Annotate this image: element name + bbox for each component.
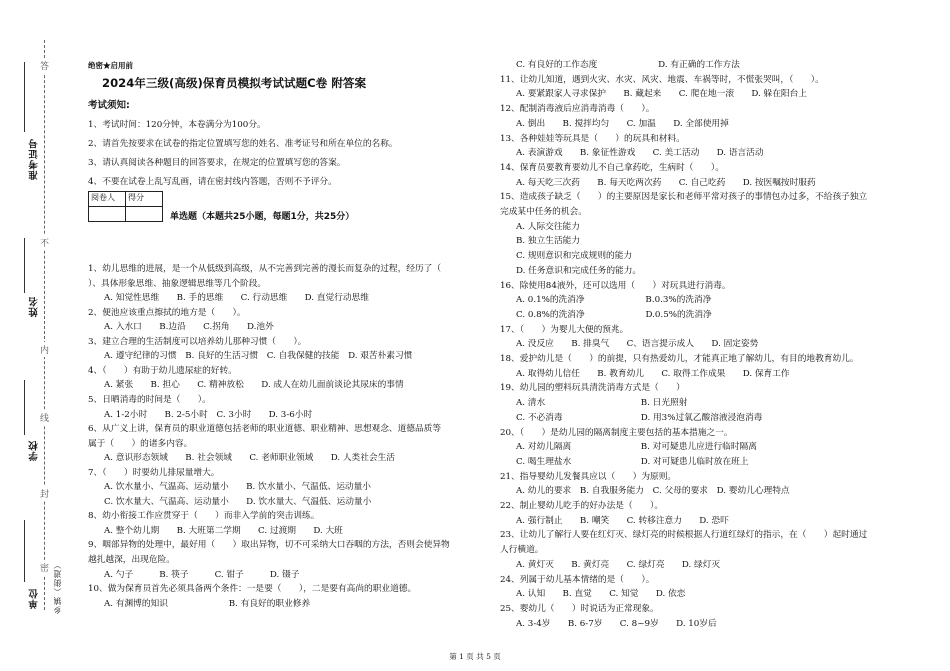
notice-item: 1、考试时间：120分钟，本卷满分为100分。 <box>88 120 266 130</box>
question-line: 9、咽部异物的处理中，最好用（ ）取出异物，切不可采纳大口吞咽的方法，否则会使异物 <box>88 540 450 551</box>
notice-item: 2、请首先按要求在试卷的指定位置填写您的姓名、准考证号和所在单位的名称。 <box>88 139 398 149</box>
township-label: 乡镇（街道） <box>53 560 62 614</box>
binding-margin <box>0 0 70 671</box>
secret-mark: 绝密★启用前 <box>88 61 133 70</box>
question-line: 20、（ ）是幼儿园的隔离制度主要包括的基本措施之一。 <box>500 427 733 438</box>
answer-option: A. 对幼儿隔离 B. 对可疑患儿应进行临时隔离 <box>516 442 757 453</box>
answer-option: A. 知觉性思维 B. 手的思维 C. 行动思维 D. 直觉行动思维 <box>104 293 369 304</box>
grader-label: 阅卷人 <box>89 192 126 207</box>
notice-item: 4、不要在试卷上乱写乱画，请在密封线内答题，否则不予评分。 <box>88 177 337 187</box>
question-line: 19、幼儿园的塑料玩具清洗消毒方式是（ ） <box>500 383 685 394</box>
name-label: 姓名 <box>29 296 40 317</box>
answer-option: A. 整个幼儿期 B. 大班第二学期 C. 过渡期 D. 大班 <box>104 525 343 536</box>
answer-option: A. 3-4岁 B. 6-7岁 C. 8~9岁 D. 10岁后 <box>516 618 717 629</box>
answer-option: A. 1-2小时 B. 2-5小时 C. 3小时 D. 3-6小时 <box>104 409 313 420</box>
question-line: 10、做为保育员首先必须具备两个条件：一是要（ ），二是要有高尚的职业道德。 <box>88 584 417 595</box>
answer-option: B. 独立生活能力 <box>516 236 581 247</box>
answer-option: A. 入水口 B.边沿 C.拐角 D.池外 <box>104 322 274 333</box>
question-line: 8、幼小衔接工作应贯穿于（ ）而非入学前的突击训练。 <box>88 511 320 522</box>
question-line: 18、爱护幼儿是（ ）的前提，只有热爱幼儿，才能真正地了解幼儿，有目的地教育幼儿。 <box>500 354 859 364</box>
answer-option: A. 意识形态领域 B. 社会领域 C. 老师职业领域 D. 人类社会生活 <box>104 453 395 464</box>
answer-option: A. 有渊博的知识 B. 有良好的职业修养 <box>104 598 311 609</box>
question-line: ）、具体形象思维、抽象逻辑思维等几个阶段。 <box>88 278 267 289</box>
question-line: 23、让幼儿了解行人要在红灯灭、绿灯亮的时候根据人行道红绿灯的指示，在（ ）起时通过 <box>500 530 868 541</box>
answer-option: A. 表演游戏 B. 象征性游戏 C. 美工活动 D. 语言活动 <box>516 148 764 159</box>
seal-char: 线 <box>40 410 49 425</box>
answer-option: A. 人际交往能力 <box>516 221 580 232</box>
section-title: 单选题（本题共25小题，每题1分，共25分） <box>170 212 355 222</box>
answer-option: C. 饮水量大、气温高、运动量小 D. 饮水量大、气温低、运动量小 <box>104 496 372 507</box>
seal-dashed-line <box>44 40 45 610</box>
answer-option: A. 0.1%的洗消净 B.0.3%的洗消净 <box>516 295 712 306</box>
question-line: 6、从广义上讲，保育员的职业道德包括老师的职业道德、职业精神、思想观念、道德品质等 <box>88 424 442 435</box>
seal-char: 密 <box>40 560 49 575</box>
exam-number-field[interactable] <box>24 62 25 132</box>
exam-number-label: 准考证号 <box>29 138 40 180</box>
answer-option: A. 没反应 B. 排臭气 C、语言提示成人 D. 固定姿势 <box>516 339 759 350</box>
answer-option: A. 饮水量小、气温高、运动量小 B. 饮水量小、气温低、运动量小 <box>104 482 371 493</box>
notice-item: 3、请认真阅读各种题目的回答要求，在规定的位置填写您的答案。 <box>88 158 346 168</box>
answer-option: A. 强行制止 B. 嘲笑 C. 转移注意力 D. 恐吓 <box>516 515 729 526</box>
answer-option: D. 任务意识和完成任务的能力。 <box>516 265 642 276</box>
question-line: 25、婴幼儿（ ）时说话为正常现象。 <box>500 603 659 614</box>
page-footer: 第 1 页 共 5 页 <box>449 652 501 661</box>
question-line: 17、（ ）为婴儿大便的预兆。 <box>500 324 629 335</box>
question-line: 越扎越深，出现危险。 <box>88 555 175 565</box>
answer-option: A. 取得幼儿信任 B. 教育幼儿 C. 取得工作成果 D. 保育工作 <box>516 368 790 379</box>
unit-label: 单位 <box>29 588 40 609</box>
seal-char: 内 <box>40 342 49 357</box>
score-table <box>88 191 163 222</box>
question-line: 11、让幼儿知道，遇到火灾、水灾、风灾、地震、车祸等时，不慌张哭叫，（ ）。 <box>500 74 824 85</box>
answer-option: A. 遵守纪律的习惯 B. 良好的生活习惯 C. 自我保健的技能 D. 艰苦朴素习惯 <box>104 351 413 362</box>
question-line: 1、幼儿思维的进展，是一个从低级到高级，从不完善到完善的漫长而复杂的过程，经历了（ <box>88 264 442 274</box>
question-line: 属于（ ）的诸多内容。 <box>88 438 193 449</box>
seal-char: 不 <box>40 235 49 250</box>
grader-cell[interactable] <box>89 207 126 222</box>
question-line: 13、各种娃娃等玩具是（ ）的玩具和材料。 <box>500 133 685 144</box>
answer-option: A. 黄灯灭 B. 黄灯亮 C. 绿灯亮 D. 绿灯灭 <box>516 559 721 570</box>
question-line: 3、建立合理的生活制度可以培养幼儿那种习惯（ ）。 <box>88 336 307 347</box>
answer-option: A. 紧张 B. 担心 C. 精神放松 D. 成人在幼儿面前谈论其尿床的事情 <box>104 380 404 391</box>
answer-option: A. 幼儿的要求 B. 自我服务能力 C. 父母的要求 D. 婴幼儿心理特点 <box>516 486 790 497</box>
seal-char: 封 <box>40 486 49 501</box>
question-line: 2、便池应该重点擦拭的地方是（ ）。 <box>88 307 246 318</box>
question-line: 完成某中任务的机会。 <box>500 207 587 217</box>
answer-option: C. 0.8%的洗消净 D.0.5%的洗消净 <box>516 309 712 320</box>
question-line: 4、（ ）有助于幼儿遗尿症的好转。 <box>88 365 237 376</box>
question-line: 7、（ ）时要幼儿排尿量增大。 <box>88 467 220 478</box>
answer-option: C. 有良好的工作态度 D. 有正确的工作方法 <box>516 60 740 70</box>
question-line: 24、列属于幼儿基本情绪的是（ ）。 <box>500 574 655 585</box>
answer-option: C. 喝生理盐水 D. 对可疑患儿临时放在班上 <box>516 456 749 467</box>
question-line: 12、配制消毒液后应消毒消毒（ ）。 <box>500 104 655 115</box>
question-line: 21、指导婴幼儿发餐具应以（ ）为原则。 <box>500 471 677 482</box>
question-line: 15、造成孩子缺乏（ ）的主要原因是家长和老师平常对孩子的事情包办过多，不给孩子独立 <box>500 192 868 203</box>
answer-option: A. 认知 B. 直觉 C. 知觉 D. 依恋 <box>516 589 686 600</box>
answer-option: A. 每天吃三次药 B. 每天吃两次药 C. 自己吃药 D. 按医嘱按时服药 <box>516 177 816 188</box>
school-label: 学校 <box>29 440 40 461</box>
notice-heading: 考试须知: <box>88 100 130 111</box>
question-line: 人行横道。 <box>500 545 544 556</box>
question-line: 16、除使用84液外，还可以选用（ ）对玩具进行消毒。 <box>500 280 731 291</box>
question-line: 14、保育员要教育要幼儿不自己拿药吃，生病时（ ）。 <box>500 162 724 173</box>
answer-option: A. 要紧跟家人寻求保护 B. 藏起来 C. 爬在地一滚 D. 躲在阳台上 <box>516 89 807 100</box>
answer-option: A. 倒出 B. 搅拌均匀 C. 加温 D. 全部使用掉 <box>516 118 729 129</box>
school-field[interactable] <box>24 380 25 435</box>
seal-char: 答 <box>40 58 49 73</box>
score-label: 得分 <box>126 192 163 207</box>
answer-option: C. 不必消毒 D. 用3%过氧乙酸溶液浸泡消毒 <box>516 412 763 423</box>
name-field[interactable] <box>24 238 25 293</box>
score-cell[interactable] <box>126 207 163 222</box>
unit-field[interactable] <box>24 520 25 582</box>
page-title: 2024年三级(高级)保育员模拟考试试题C卷 附答案 <box>102 76 367 90</box>
question-line: 22、制止婴幼儿吃手的好办法是（ ）。 <box>500 501 664 511</box>
question-line: 5、日晒消毒的时间是（ ）。 <box>88 394 211 405</box>
answer-option: C. 规则意识和完成规则的能力 <box>516 251 633 262</box>
answer-option: A. 清水 B. 日光照射 <box>516 398 688 409</box>
answer-option: A. 勺子 B. 筷子 C. 钳子 D. 镊子 <box>104 569 300 580</box>
